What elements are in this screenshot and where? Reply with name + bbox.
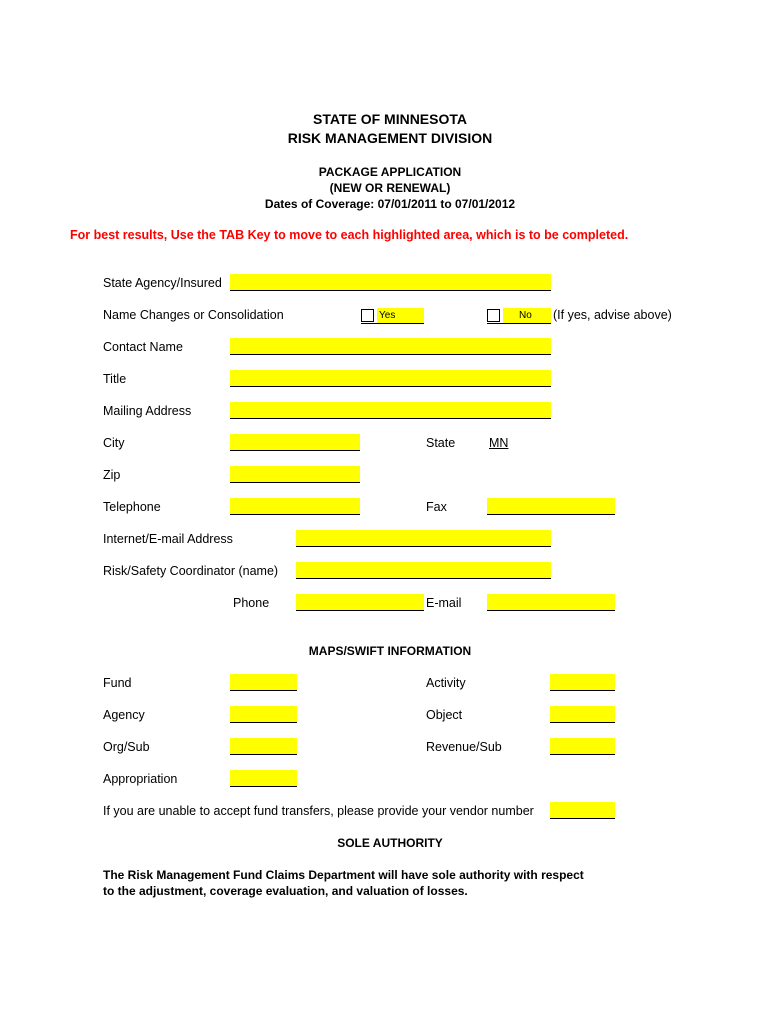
- division-title: RISK MANAGEMENT DIVISION: [287, 130, 493, 146]
- telephone-field[interactable]: [230, 498, 360, 515]
- advise-note: (If yes, advise above): [553, 308, 672, 322]
- revenue-sub-field[interactable]: [550, 738, 615, 755]
- title-field[interactable]: [230, 370, 551, 387]
- revenue-sub-label: Revenue/Sub: [426, 740, 502, 754]
- state-value: MN: [489, 436, 509, 450]
- mailing-address-field[interactable]: [230, 402, 551, 419]
- form-subtitle: (NEW OR RENEWAL): [329, 181, 451, 195]
- orgsub-field[interactable]: [230, 738, 297, 755]
- mailing-address-label: Mailing Address: [103, 404, 192, 418]
- agency-label: Agency: [103, 708, 145, 722]
- contact-name-field[interactable]: [230, 338, 551, 355]
- email-label: E-mail: [426, 596, 462, 610]
- no-checkbox[interactable]: [487, 309, 500, 322]
- email-field[interactable]: [487, 594, 615, 611]
- activity-label: Activity: [426, 676, 466, 690]
- fax-field[interactable]: [487, 498, 615, 515]
- city-field[interactable]: [230, 434, 360, 451]
- object-label: Object: [426, 708, 463, 722]
- coordinator-label: Risk/Safety Coordinator (name): [103, 564, 279, 578]
- no-label: No: [503, 308, 551, 323]
- coverage-dates: Dates of Coverage: 07/01/2011 to 07/01/2012: [264, 197, 516, 211]
- appropriation-label: Appropriation: [103, 772, 178, 786]
- vendor-number-label: If you are unable to accept fund transfers, please provide your vendor number: [103, 804, 534, 818]
- yes-label: Yes: [377, 308, 424, 323]
- object-field[interactable]: [550, 706, 615, 723]
- internet-email-label: Internet/E-mail Address: [103, 532, 233, 546]
- sole-authority-heading: SOLE AUTHORITY: [337, 836, 443, 850]
- title-label: Title: [103, 372, 127, 386]
- vendor-number-field[interactable]: [550, 802, 615, 819]
- appropriation-field[interactable]: [230, 770, 297, 787]
- state-agency-field[interactable]: [230, 274, 551, 291]
- state-title: STATE OF MINNESOTA: [313, 111, 467, 127]
- telephone-label: Telephone: [103, 500, 161, 514]
- activity-field[interactable]: [550, 674, 615, 691]
- yes-checkbox[interactable]: [361, 309, 374, 322]
- city-label: City: [103, 436, 125, 450]
- phone-field[interactable]: [296, 594, 424, 611]
- state-agency-label: State Agency/Insured: [103, 276, 222, 290]
- yes-option[interactable]: [361, 307, 424, 324]
- form-title: PACKAGE APPLICATION: [318, 165, 462, 179]
- agency-field[interactable]: [230, 706, 297, 723]
- internet-email-field[interactable]: [296, 530, 551, 547]
- phone-label: Phone: [233, 596, 270, 610]
- sole-authority-line-2: to the adjustment, coverage evaluation, and valuation of losses.: [103, 884, 468, 898]
- zip-label: Zip: [103, 468, 121, 482]
- tab-instruction: For best results, Use the TAB Key to move to each highlighted area, which is to be completed.: [70, 228, 629, 242]
- zip-field[interactable]: [230, 466, 360, 483]
- fund-label: Fund: [103, 676, 132, 690]
- maps-heading: MAPS/SWIFT INFORMATION: [308, 644, 472, 658]
- coordinator-field[interactable]: [296, 562, 551, 579]
- no-option[interactable]: [487, 307, 551, 324]
- orgsub-label: Org/Sub: [103, 740, 150, 754]
- name-changes-label: Name Changes or Consolidation: [103, 308, 284, 322]
- fund-field[interactable]: [230, 674, 297, 691]
- state-label: State: [426, 436, 456, 450]
- fax-label: Fax: [426, 500, 447, 514]
- contact-name-label: Contact Name: [103, 340, 183, 354]
- sole-authority-line-1: The Risk Management Fund Claims Department will have sole authority with respect: [103, 868, 584, 882]
